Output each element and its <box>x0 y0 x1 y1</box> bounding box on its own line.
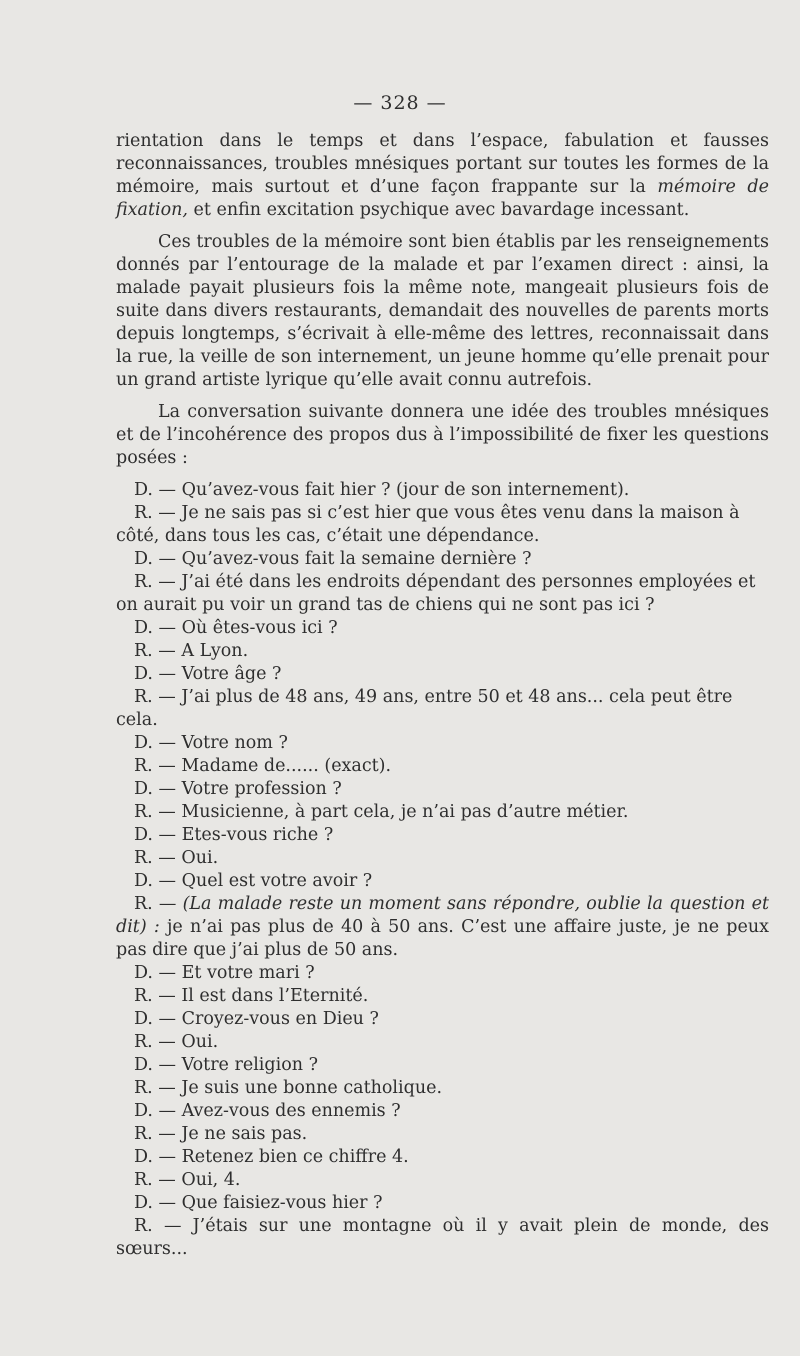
dialogue-line: D. — Quel est votre avoir ? <box>134 871 373 891</box>
dialogue-line: R. — J’ai plus de 48 ans, 49 ans, entre 50 et 48 ans... cela peut être cela. <box>116 687 733 730</box>
dialogue-line: R. — Oui, 4. <box>134 1170 241 1190</box>
dialogue-line: R. — Je suis une bonne catholique. <box>134 1078 443 1098</box>
dialogue-line: D. — Etes-vous riche ? <box>134 825 334 845</box>
dialogue-line: D. — Avez-vous des ennemis ? <box>134 1101 401 1121</box>
dialogue-line: R. — J’ai été dans les endroits dépendant des personnes employées et on aurait pu voir un grand tas de chiens qui ne sont pas ici ? <box>116 572 756 615</box>
dialogue-line: R. — Musicienne, à part cela, je n’ai pas d’autre métier. <box>134 802 629 822</box>
dialogue-line: R. — Je ne sais pas. <box>134 1124 308 1144</box>
dialogue-line: D. — Qu’avez-vous fait la semaine dernière ? <box>134 549 532 569</box>
dialogue-rest: je n’ai pas plus de 40 à 50 ans. C’est une affaire juste, je ne peux pas dire que j’ai plus de 50 ans. <box>116 917 769 960</box>
dialogue-line: R. — Madame de...... (exact). <box>134 756 392 776</box>
intro-text-1: rientation dans le temps et dans l’espace, fabulation et fausses reconnaissances, troubles mnésiques portant sur toutes les formes de la mémoire, mais surtout et d’une façon frappante sur la <box>116 131 769 197</box>
page-number: — 328 — <box>353 92 447 114</box>
intro-text-2: et enfin excitation psychique avec bavardage incessant. <box>187 200 690 220</box>
body-text <box>116 130 769 1261</box>
dialogue-line: D. — Que faisiez-vous hier ? <box>134 1193 383 1213</box>
dialogue-line: R. — J’étais sur une montagne où il y avait plein de monde, des sœurs... <box>116 1216 769 1259</box>
paragraph-memory-troubles: Ces troubles de la mémoire sont bien établis par les renseignements donnés par l’entourage de la malade et par l’examen direct : ainsi, la malade payait plusieurs fois la même note, mangeait plusieurs fois de suite dans divers restaurants, demandait des nouvelles de parents morts depuis longtemps, s’écrivait à elle-même des lettres, reconnaissait dans la rue, la veille de son internement, un jeune homme qu’elle prenait pour un grand artiste lyrique qu’elle avait connu autrefois. <box>116 232 769 390</box>
dialogue-line: D. — Votre âge ? <box>134 664 282 684</box>
dialogue-italic-remark: (La malade reste un moment sans répondre, oublie la question et dit) : <box>116 894 769 937</box>
dialogue-line: D. — Votre profession ? <box>134 779 342 799</box>
dialogue-line: R. — A Lyon. <box>134 641 249 661</box>
dialogue-line: D. — Votre nom ? <box>134 733 288 753</box>
dialogue-line: R. — Oui. <box>134 1032 219 1052</box>
paragraph-conversation-intro: La conversation suivante donnera une idée des troubles mnésiques et de l’incohérence des propos dus à l’impossibilité de fixer les questions posées : <box>116 402 769 468</box>
intro-paragraph <box>116 130 769 222</box>
dialogue-line: D. — Où êtes-vous ici ? <box>134 618 338 638</box>
dialogue-line: R. — Il est dans l’Eternité. <box>134 986 369 1006</box>
dialogue-line-italic <box>116 893 769 962</box>
dialogue-lead: R. — <box>134 894 183 914</box>
dialogue-line: R. — Oui. <box>134 848 219 868</box>
intro-italic: mémoire de fixation, <box>116 177 769 220</box>
dialogue-line: D. — Et votre mari ? <box>134 963 315 983</box>
dialogue <box>116 479 769 1261</box>
dialogue-line: D. — Qu’avez-vous fait hier ? (jour de son internement). <box>134 480 630 500</box>
dialogue-line: D. — Croyez-vous en Dieu ? <box>134 1009 379 1029</box>
dialogue-line: R. — Je ne sais pas si c’est hier que vous êtes venu dans la maison à côté, dans tous les cas, c’était une dépendance. <box>116 503 740 546</box>
dialogue-line: D. — Votre religion ? <box>134 1055 318 1075</box>
dialogue-line: D. — Retenez bien ce chiffre 4. <box>134 1147 409 1167</box>
